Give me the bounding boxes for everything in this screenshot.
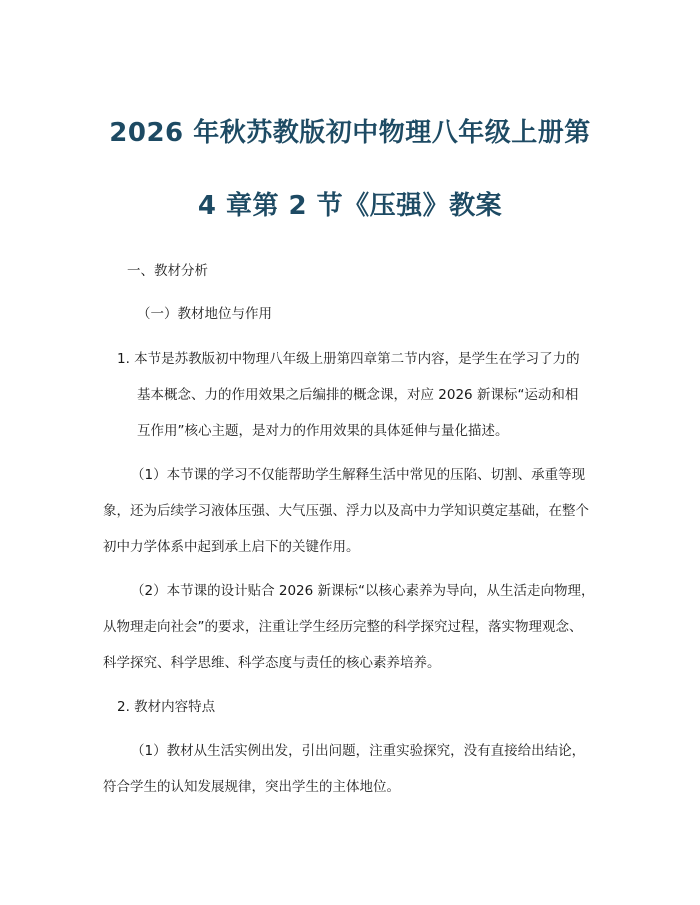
paragraph-2-line-2: 从物理走向社会”的要求，注重让学生经历完整的科学探究过程，落实物理观念、 — [103, 619, 583, 635]
document-title-line-2: 4 章第 2 节《压强》教案 — [197, 191, 503, 221]
paragraph-3-line-1: （1）教材从生活实例出发，引出问题，注重实验探究，没有直接给出结论， — [131, 743, 586, 759]
paragraph-1-line-2: 象，还为后续学习液体压强、大气压强、浮力以及高中力学知识奠定基础，在整个 — [103, 503, 589, 519]
item-1-line-3: 互作用”核心主题，是对力的作用效果的具体延伸与量化描述。 — [137, 423, 509, 439]
item-2-heading: 2. 教材内容特点 — [117, 699, 216, 715]
section-heading: 一、教材分析 — [127, 263, 208, 279]
paragraph-2-line-1: （2）本节课的设计贴合 2026 新课标“以核心素养为导向，从生活走向物理， — [131, 583, 595, 599]
document-title-line-1: 2026 年秋苏教版初中物理八年级上册第 — [109, 118, 591, 148]
paragraph-1-line-3: 初中力学体系中起到承上启下的关键作用。 — [103, 539, 360, 555]
paragraph-3-line-2: 符合学生的认知发展规律，突出学生的主体地位。 — [103, 779, 400, 795]
item-1-line-2: 基本概念、力的作用效果之后编排的概念课，对应 2026 新课标“运动和相 — [137, 387, 579, 403]
subsection-heading: （一）教材地位与作用 — [137, 306, 272, 322]
paragraph-1-line-1: （1）本节课的学习不仅能帮助学生解释生活中常见的压陷、切割、承重等现 — [131, 467, 586, 483]
item-1-line-1: 1. 本节是苏教版初中物理八年级上册第四章第二节内容，是学生在学习了力的 — [117, 351, 580, 367]
paragraph-2-line-3: 科学探究、科学思维、科学态度与责任的核心素养培养。 — [103, 655, 441, 671]
